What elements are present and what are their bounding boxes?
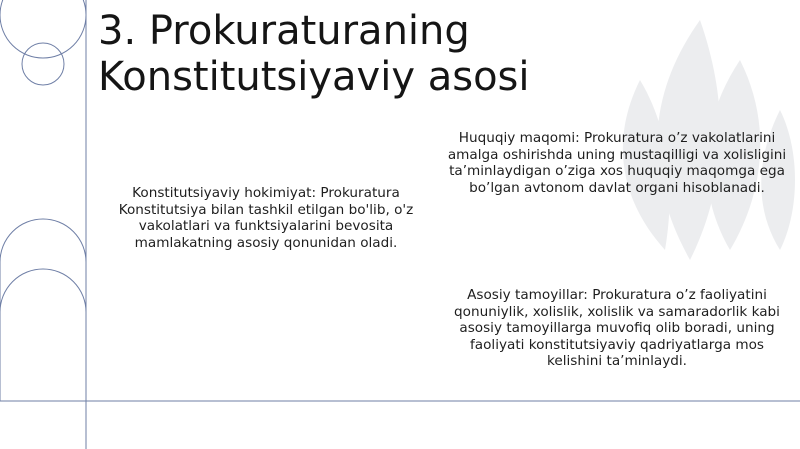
title-line-1: 3. Prokuraturaning <box>98 8 470 54</box>
text-block-basic-principles: Asosiy tamoyillar: Prokuratura o’z faoliyatini qonuniylik, xolislik, xolislik va samaradorlik kabi asosiy tamoyillarga muvofiq olib boradi, uning faoliyati konstitutsiyaviy qadriyatlarga mos kelishini ta’minlaydi. <box>454 287 780 369</box>
text-block-legal-status: Huquqiy maqomi: Prokuratura o’z vakolatlarini amalga oshirishda uning mustaqilligi va xolisligini ta’minlaydigan o’ziga xos huquqiy maqomga ega bo’lgan avtonom davlat organi hisoblanadi. <box>447 130 787 196</box>
title-line-2: Konstitutsiyaviy asosi <box>98 54 530 100</box>
slide-title <box>98 8 758 100</box>
text-block-constitutional-authority: Konstitutsiyaviy hokimiyat: Prokuratura Konstitutsiya bilan tashkil etilgan bo'lib, o'z vakolatlari va funktsiyalarini bevosita mamlakatning asosiy qonunidan oladi. <box>118 185 414 251</box>
